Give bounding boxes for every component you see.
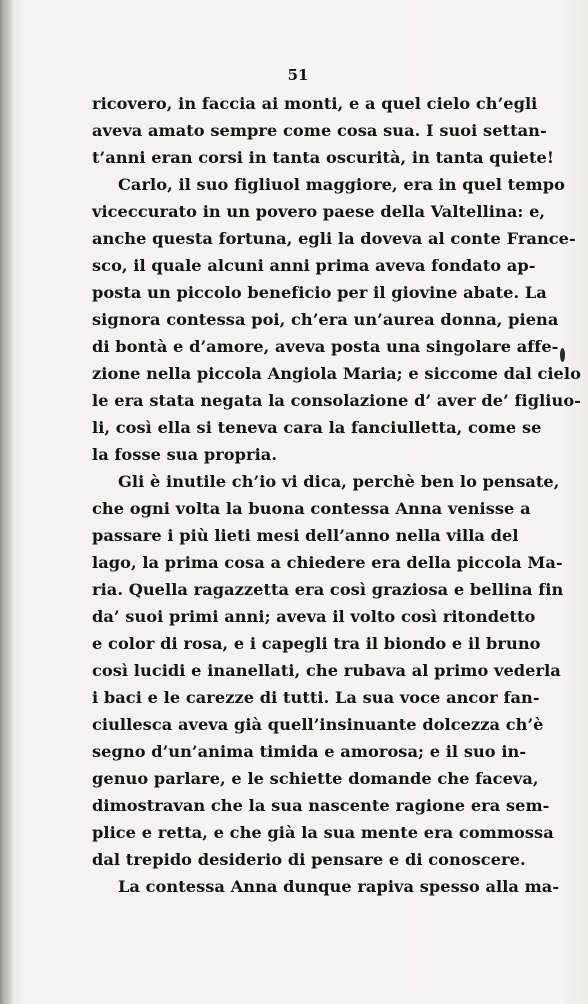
- text-line: zione nella piccola Angiola Maria; e siccome dal cielo: [92, 364, 581, 383]
- text-line: segno d’un’anima timida e amorosa; e il suo in-: [92, 742, 527, 761]
- text-line: lago, la prima cosa a chiedere era della piccola Ma-: [92, 553, 563, 572]
- text-line: Gli è inutile ch’io vi dica, perchè ben lo pensate,: [118, 472, 560, 491]
- text-line: aveva amato sempre come cosa sua. I suoi settan-: [92, 121, 547, 140]
- text-line: i baci e le carezze di tutti. La sua voce ancor fan-: [92, 688, 540, 707]
- text-line: ricovero, in faccia ai monti, e a quel cielo ch’egli: [92, 94, 538, 113]
- text-line: ria. Quella ragazzetta era così graziosa e bellina fin: [92, 580, 564, 599]
- text-line: li, così ella si teneva cara la fanciulletta, come se: [92, 418, 542, 437]
- page-number: 51: [287, 66, 309, 84]
- spine-shadow: [0, 0, 14, 1004]
- text-line: di bontà e d’amore, aveva posta una singolare affe-: [92, 337, 559, 356]
- text-line: la fosse sua propria.: [92, 445, 278, 464]
- text-line: genuo parlare, e le schiette domande che faceva,: [92, 769, 539, 788]
- text-line: posta un piccolo beneficio per il giovine abate. La: [92, 283, 547, 302]
- text-line: e color di rosa, e i capegli tra il biondo e il bruno: [92, 634, 541, 653]
- text-line: così lucidi e inanellati, che rubava al primo vederla: [92, 661, 561, 680]
- text-line: Carlo, il suo figliuol maggiore, era in quel tempo: [118, 175, 565, 194]
- body-text: [92, 90, 581, 900]
- text-line: La contessa Anna dunque rapiva spesso alla ma-: [118, 877, 560, 896]
- text-line: viceccurato in un povero paese della Valtellina: e,: [92, 202, 546, 221]
- text-line: dimostravan che la sua nascente ragione era sem-: [92, 796, 550, 815]
- text-line: plice e retta, e che già la sua mente era commossa: [92, 823, 554, 842]
- text-line: dal trepido desiderio di pensare e di conoscere.: [92, 850, 526, 869]
- text-line: signora contessa poi, ch’era un’aurea donna, piena: [92, 310, 559, 329]
- text-line: passare i più lieti mesi dell’anno nella villa del: [92, 526, 519, 545]
- text-line: t’anni eran corsi in tanta oscurità, in tanta quiete!: [92, 148, 555, 167]
- text-line: sco, il quale alcuni anni prima aveva fondato ap-: [92, 256, 536, 275]
- text-line: che ogni volta la buona contessa Anna venisse a: [92, 499, 531, 518]
- text-line: le era stata negata la consolazione d’ aver de’ figliuo-: [92, 391, 581, 410]
- text-line: da’ suoi primi anni; aveva il volto così ritondetto: [92, 607, 536, 626]
- text-line: anche questa fortuna, egli la doveva al conte France-: [92, 229, 576, 248]
- margin-mark: [560, 348, 565, 362]
- text-line: ciullesca aveva già quell’insinuante dolcezza ch’è: [92, 715, 544, 734]
